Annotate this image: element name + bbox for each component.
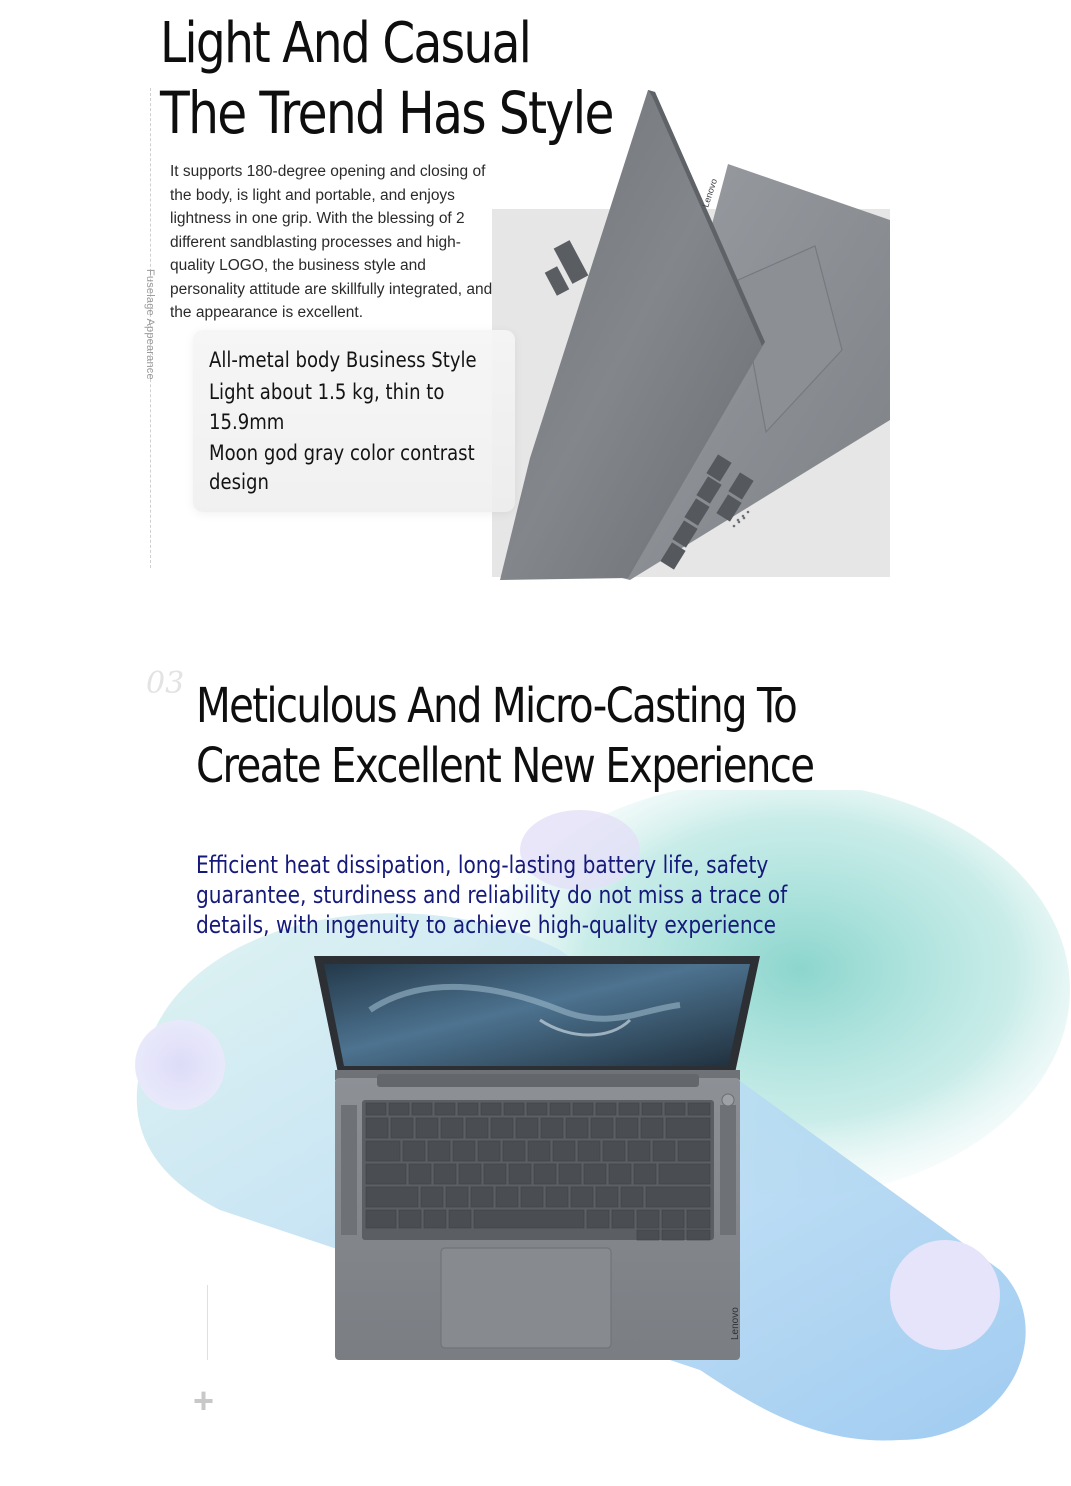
- feature-line-5: design: [209, 470, 269, 494]
- feature-line-2: Light about 1.5 kg, thin to: [209, 380, 445, 404]
- section-number: 03: [146, 666, 185, 701]
- side-label: Fuselage Appearance: [144, 269, 156, 380]
- feature-line-4: Moon god gray color contrast: [209, 441, 475, 465]
- palm-logo: Lenovo: [730, 1307, 741, 1340]
- section1-description: It supports 180-degree opening and closing of the body, is light and portable, and enjoys lightness in one grip. With the blessing of 2 different sandblasting processes and high-quality LOGO, the business style and personality attitude are skillfully integrated, and the appearance is excellent.: [170, 163, 493, 321]
- section1-title-line2: The Trend Has Style: [160, 79, 613, 147]
- section2-title-line2: Create Excellent New Experience: [196, 738, 814, 794]
- feature-line-3: 15.9mm: [209, 410, 285, 434]
- laptop-open-image: [310, 950, 765, 1365]
- decorative-line: [207, 1285, 208, 1360]
- section2-title-line1: Meticulous And Micro-Casting To: [196, 678, 797, 734]
- section2-description: Efficient heat dissipation, long-lasting battery life, safety guarantee, sturdiness and reliability do not miss a trace of details, with ingenuity to achieve high-quality experience: [196, 851, 788, 939]
- feature-line-1: All-metal body Business Style: [209, 348, 477, 372]
- lid-logo: Lenovo: [700, 177, 720, 209]
- plus-icon: +: [193, 1380, 215, 1421]
- laptop-folded-image: [480, 80, 900, 585]
- section1-title-line1: Light And Casual: [160, 11, 531, 76]
- feature-card: [193, 330, 515, 512]
